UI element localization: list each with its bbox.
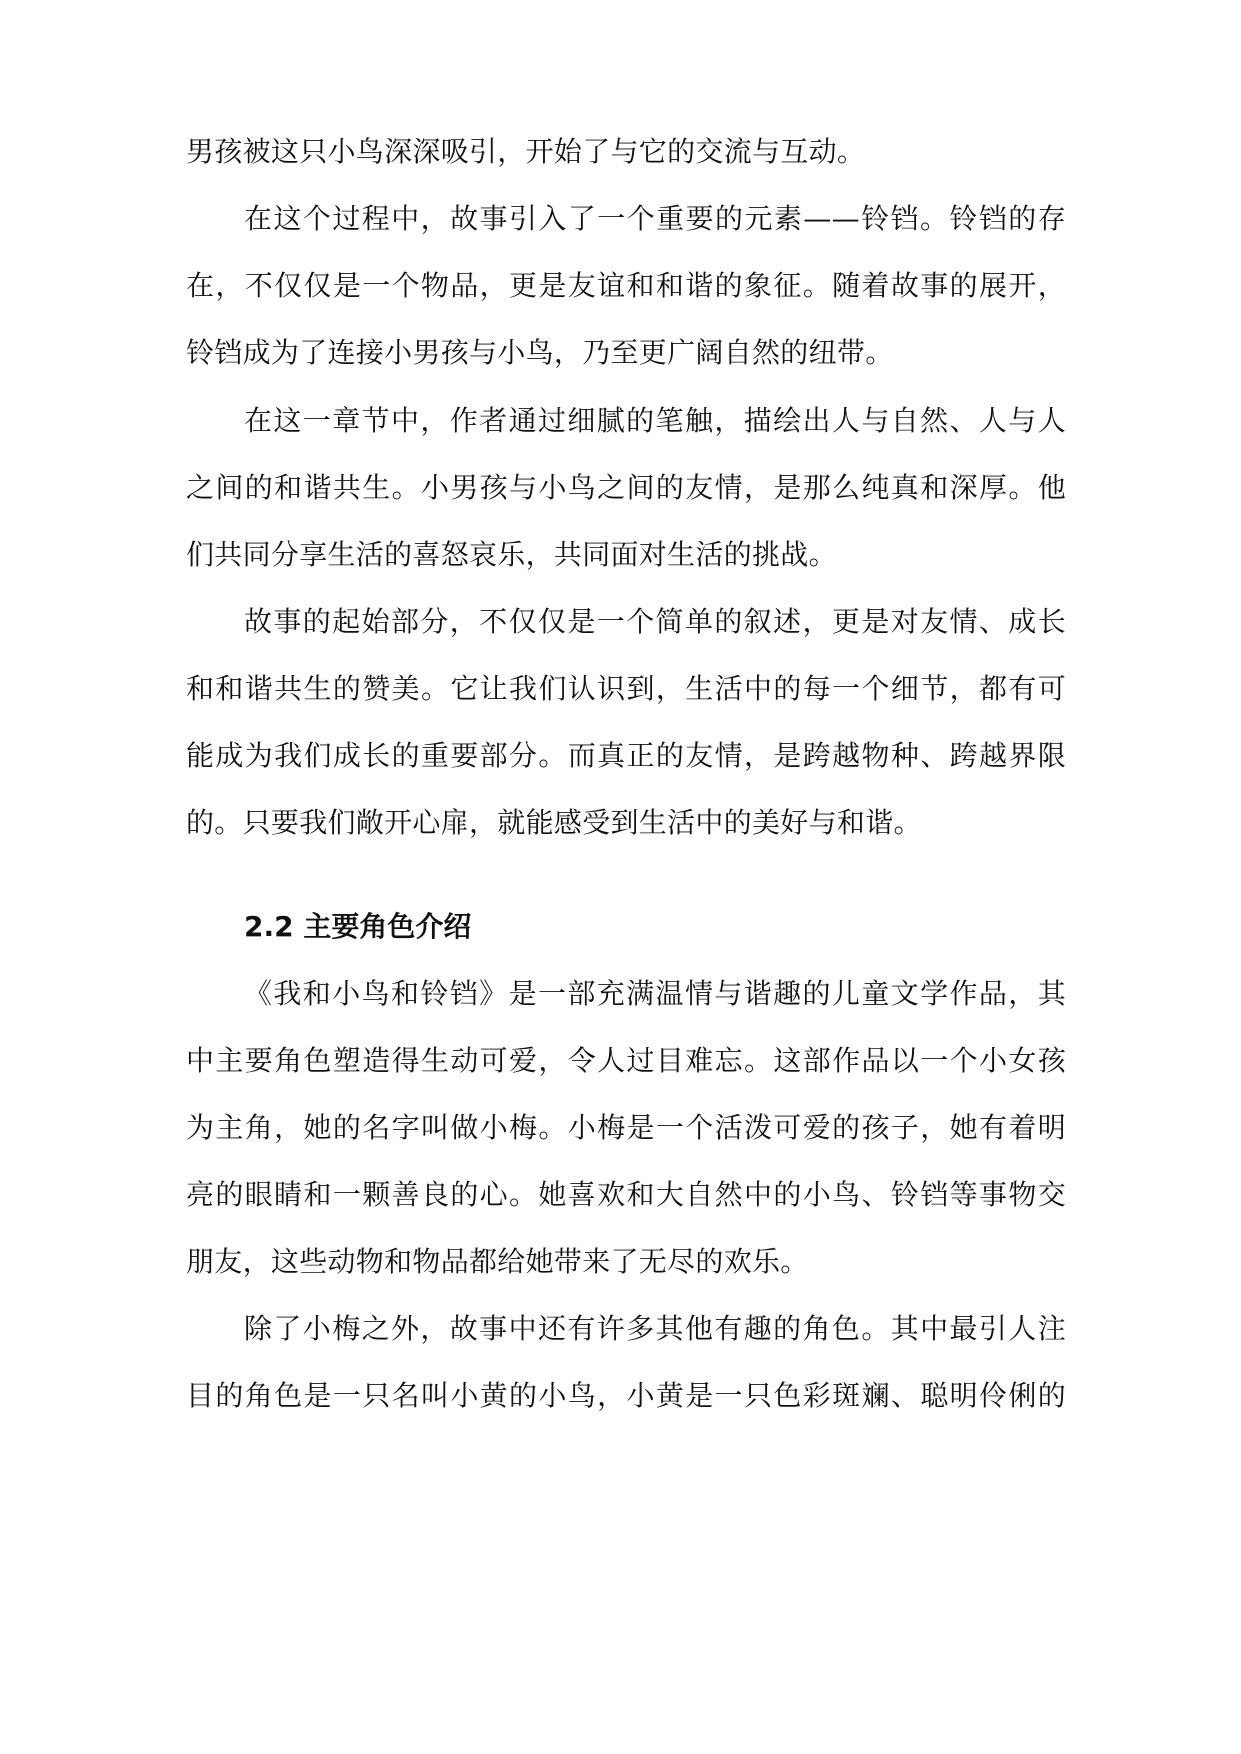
paragraph-line: 在，不仅仅是一个物品，更是友谊和和谐的象征。随着故事的展开， xyxy=(186,269,1066,302)
section-heading: 2.2 主要角色介绍 xyxy=(244,910,472,943)
paragraph-line: 男孩被这只小鸟深深吸引，开始了与它的交流与互动。 xyxy=(186,135,866,168)
paragraph-line: 为主角，她的名字叫做小梅。小梅是一个活泼可爱的孩子，她有着明 xyxy=(186,1111,1066,1144)
paragraph-line: 目的角色是一只名叫小黄的小鸟，小黄是一只色彩斑斓、聪明伶俐的 xyxy=(186,1379,1066,1412)
paragraph-line: 朋友，这些动物和物品都给她带来了无尽的欢乐。 xyxy=(186,1245,809,1278)
paragraph-line: 能成为我们成长的重要部分。而真正的友情，是跨越物种、跨越界限 xyxy=(186,739,1066,772)
paragraph-line: 故事的起始部分，不仅仅是一个简单的叙述，更是对友情、成长 xyxy=(244,605,1066,638)
paragraph-line: 亮的眼睛和一颗善良的心。她喜欢和大自然中的小鸟、铃铛等事物交 xyxy=(186,1178,1066,1211)
paragraph-line: 在这一章节中，作者通过细腻的笔触，描绘出人与自然、人与人 xyxy=(244,404,1066,437)
paragraph-line: 除了小梅之外，故事中还有许多其他有趣的角色。其中最引人注 xyxy=(244,1312,1066,1345)
paragraph-line: 的。只要我们敞开心扉，就能感受到生活中的美好与和谐。 xyxy=(186,806,922,839)
paragraph-line: 之间的和谐共生。小男孩与小鸟之间的友情，是那么纯真和深厚。他 xyxy=(186,471,1066,504)
paragraph-line: 在这个过程中，故事引入了一个重要的元素——铃铛。铃铛的存 xyxy=(244,202,1066,235)
paragraph-line: 中主要角色塑造得生动可爱，令人过目难忘。这部作品以一个小女孩 xyxy=(186,1044,1066,1077)
paragraph-line: 铃铛成为了连接小男孩与小鸟，乃至更广阔自然的纽带。 xyxy=(186,336,894,369)
paragraph-line: 《我和小鸟和铃铛》是一部充满温情与谐趣的儿童文学作品，其 xyxy=(244,977,1066,1010)
paragraph-line: 和和谐共生的赞美。它让我们认识到，生活中的每一个细节，都有可 xyxy=(186,672,1066,705)
paragraph-line: 们共同分享生活的喜怒哀乐，共同面对生活的挑战。 xyxy=(186,538,837,571)
